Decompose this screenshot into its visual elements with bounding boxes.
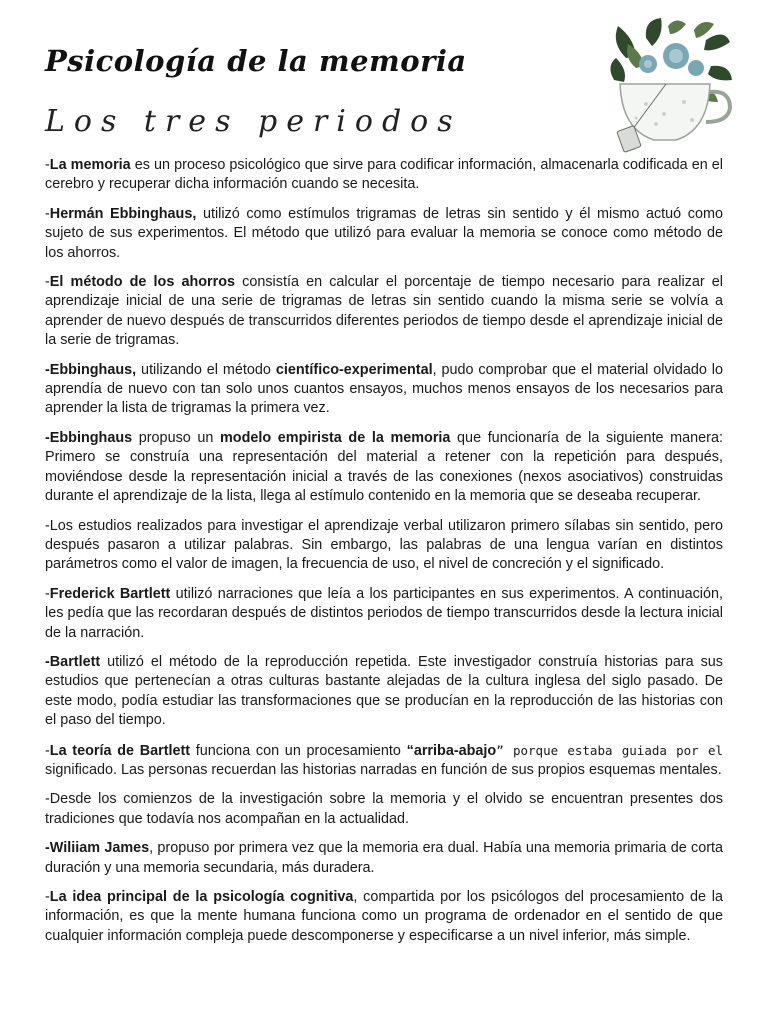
bold-term: modelo empirista de la memoria [220, 429, 451, 446]
paragraph [45, 517, 723, 575]
bold-term: -Bartlett [45, 653, 101, 670]
bold-term: Hermán Ebbinghaus, [49, 205, 197, 222]
bold-term: La teoría de Bartlett [49, 742, 191, 759]
paragraph [45, 888, 723, 946]
paragraph-text: , compartida por los psicólogos del procesamiento de la información, es que la mente humana funciona como un programa de ordenador en el sentido de que cualquier información compleja puede descomponerse y especificarse a un nivel inferior, más simple. [45, 889, 723, 944]
bold-term: -Ebbinghaus [45, 429, 133, 446]
paragraph-text: utilizando el método [136, 361, 276, 378]
paragraph-text: , pudo comprobar que el material olvidado lo aprendía de nuevo con tan solo unos cuantos ensayos, muchos menos ensayos de los necesarios para aprender la lista de trigramas la primera vez. [45, 361, 724, 417]
paragraph-text: significado. Las personas recuerdan las historias narradas en función de sus propios esquemas mentales. [45, 761, 722, 778]
paragraph-text: - [45, 205, 50, 222]
paragraph-text: utilizó como estímulos trigramas de letras sin sentido y él mismo actuó como sujeto de sus experimentos. El método que utilizó para evaluar la memoria se conoce como método de los ahorros. [45, 205, 723, 261]
paragraph-text: -Los estudios realizados para investigar el aprendizaje verbal utilizaron primero sílabas sin sentido, pero después pasaron a utilizar palabras. Sin embargo, las palabras de una lengua varían en distintos parámetros como el valor de imagen, la frecuencia de uso, el nivel de concreción y el significado. [45, 517, 723, 573]
paragraph-text: - [45, 274, 50, 291]
bold-term: El método de los ahorros [49, 274, 236, 291]
paragraph-text: propuso un [132, 429, 221, 446]
paragraph-text: utilizó el método de la reproducción repetida. Este investigador construía historias para sus estudios que pertenecían a otras culturas bastante alejadas de la cultura inglesa del siglo pasado. De este modo, podía estudiar las transformaciones que se producían en la reproducción de las historias con el paso del tiempo. [45, 653, 723, 729]
paragraph [45, 429, 723, 507]
paragraph [45, 361, 723, 419]
bold-term: La memoria [49, 157, 131, 173]
paragraph-text: - [45, 585, 50, 602]
paragraph [45, 585, 723, 643]
paragraph-text: -Desde los comienzos de la investigación sobre la memoria y el olvido se encuentran presentes dos tradiciones que todavía nos acompañan en la actualidad. [45, 791, 723, 827]
teacup-with-flowers-icon [606, 18, 734, 160]
paragraph [45, 273, 723, 351]
bold-term: “arriba-abajo [406, 742, 497, 759]
body-text [45, 156, 723, 956]
paragraph-text: ” porque estaba guiada por el [496, 742, 723, 758]
paragraph-text: - [45, 742, 50, 759]
paragraph-text: utilizó narraciones que leía a los participantes en sus experimentos. A continuación, les pedía que las recordaran después de distintos periodos de tiempo transcurridos desde la lectura inicial de la narración. [45, 585, 723, 641]
paragraph-text: , propuso por primera vez que la memoria era dual. Había una memoria primaria de corta duración y una memoria secundaria, más duradera. [45, 840, 723, 876]
bold-term: Frederick Bartlett [49, 585, 171, 602]
paragraph-text: - [45, 157, 50, 173]
page-subtitle: Los tres periodos [45, 104, 462, 139]
paragraph [45, 741, 723, 781]
paragraph [45, 205, 723, 263]
bold-term: -Ebbinghaus, [45, 361, 137, 378]
paragraph [45, 790, 723, 829]
paragraph-text: que funcionaría de la siguiente manera: Primero se construía una representación del material a retener con la repetición para después, moviéndose desde la representación inicial a través de las conexiones (nexos asociativos) construidas durante el aprendizaje de la lista, llega al estímulo contenido en la memoria que se deseaba recuperar. [45, 429, 723, 505]
paragraph-text: funciona con un procesamiento [190, 742, 407, 759]
paragraph [45, 653, 723, 731]
paragraph [45, 839, 723, 878]
page-title: Psicología de la memoria [45, 44, 467, 78]
paragraph-text: consistía en calcular el porcentaje de tiempo necesario para realizar el aprendizaje inicial de una serie de trigramas de letras sin sentido cuando la misma serie se volvía a aprender de nuevo después de transcurridos diferentes periodos de tiempo desde el aprendizaje inicial de la serie de trigramas. [45, 274, 723, 349]
paragraph [45, 156, 723, 195]
bold-term: -Wiliiam James [45, 840, 150, 857]
bold-term: La idea principal de la psicología cognitiva [49, 889, 354, 905]
bold-term: científico-experimental [275, 361, 433, 378]
paragraph-text: es un proceso psicológico que sirve para codificar información, almacenarla codificada en el cerebro y recuperar dicha información cuando se necesita. [45, 157, 723, 193]
paragraph-text: - [45, 889, 50, 905]
